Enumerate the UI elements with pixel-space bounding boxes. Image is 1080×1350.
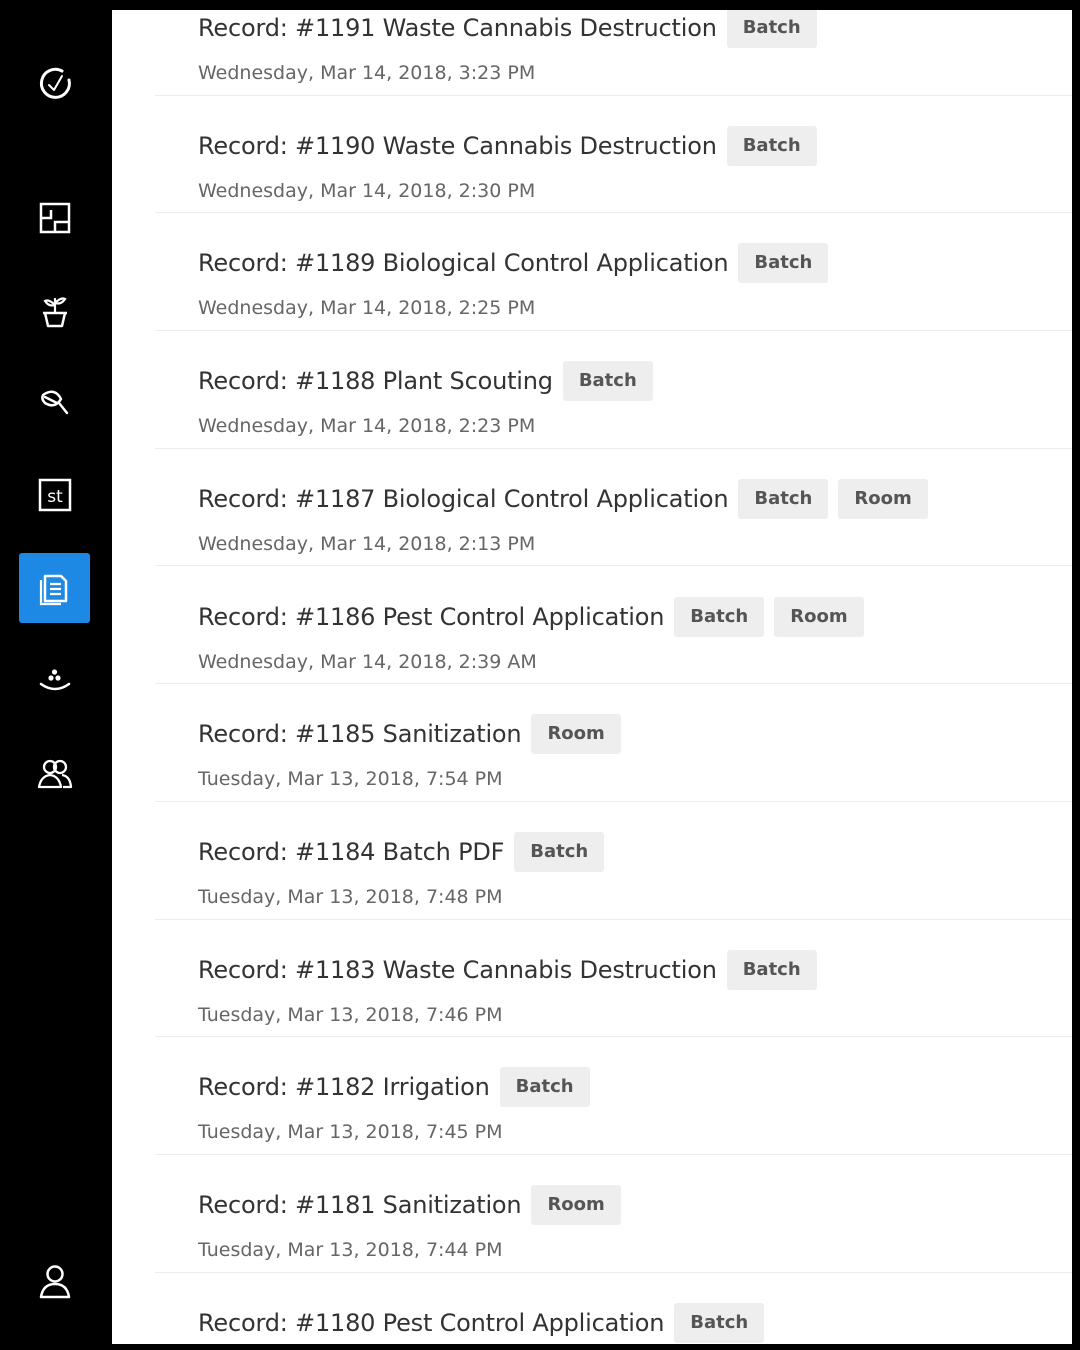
check-circle-icon — [35, 63, 75, 103]
record-item[interactable] — [155, 449, 1072, 567]
record-tag-room: Room — [838, 479, 927, 519]
record-item[interactable] — [155, 1273, 1072, 1344]
record-date: Tuesday, Mar 13, 2018, 7:54 PM — [198, 768, 503, 791]
record-title[interactable]: Record: #1191 Waste Cannabis Destruction — [198, 14, 717, 42]
record-date: Wednesday, Mar 14, 2018, 2:23 PM — [198, 415, 536, 438]
record-title[interactable]: Record: #1188 Plant Scouting — [198, 367, 553, 396]
nav-plants[interactable] — [19, 276, 90, 346]
nav-records[interactable] — [19, 553, 90, 623]
record-date: Wednesday, Mar 14, 2018, 2:39 AM — [198, 650, 537, 673]
records-panel — [112, 10, 1072, 1344]
nav-inspect[interactable] — [19, 368, 90, 438]
svg-text:st: st — [46, 487, 63, 507]
record-item[interactable] — [155, 10, 1072, 96]
record-title[interactable]: Record: #1183 Waste Cannabis Destruction — [198, 955, 717, 984]
record-title[interactable]: Record: #1185 Sanitization — [198, 720, 522, 749]
record-tag-batch: Batch — [674, 1303, 764, 1343]
nav-team[interactable] — [19, 738, 90, 808]
record-title-row — [198, 832, 604, 872]
record-date: Wednesday, Mar 14, 2018, 2:25 PM — [198, 297, 536, 320]
record-item[interactable] — [155, 920, 1072, 1038]
record-title[interactable]: Record: #1182 Irrigation — [198, 1073, 490, 1102]
record-title-row — [198, 10, 817, 48]
leaf-search-icon — [35, 383, 75, 423]
record-title-row — [198, 1185, 621, 1225]
record-title-row — [198, 714, 621, 754]
record-item[interactable] — [155, 1155, 1072, 1273]
record-item[interactable] — [155, 684, 1072, 802]
record-tag-batch: Batch — [738, 479, 828, 519]
nav-strains[interactable] — [19, 460, 90, 530]
record-tag-room: Room — [531, 1185, 620, 1225]
record-title[interactable]: Record: #1181 Sanitization — [198, 1191, 522, 1219]
record-tag-batch: Batch — [738, 243, 828, 283]
record-title-row — [198, 126, 817, 166]
floor-plan-icon — [35, 198, 75, 238]
potted-plant-icon — [35, 291, 75, 331]
record-tag-batch: Batch — [727, 126, 817, 166]
record-tag-batch: Batch — [674, 597, 764, 637]
st-box-icon — [35, 475, 75, 515]
record-title[interactable]: Record: #1184 Batch PDF — [198, 837, 505, 866]
record-item[interactable] — [155, 802, 1072, 920]
record-item[interactable] — [155, 1037, 1072, 1155]
record-tag-room: Room — [531, 714, 620, 754]
record-tag-room: Room — [774, 597, 863, 637]
record-title-row — [198, 1067, 590, 1107]
nav-harvest[interactable] — [19, 645, 90, 715]
record-date: Wednesday, Mar 14, 2018, 3:23 PM — [198, 62, 536, 84]
user-icon — [35, 1261, 75, 1301]
record-tag-batch: Batch — [727, 10, 817, 48]
record-title-row — [198, 243, 828, 283]
record-date: Tuesday, Mar 13, 2018, 7:46 PM — [198, 1003, 503, 1026]
record-title-row — [198, 1303, 764, 1343]
record-title[interactable]: Record: #1187 Biological Control Application — [198, 484, 729, 513]
record-title[interactable]: Record: #1186 Pest Control Application — [198, 602, 665, 631]
record-title[interactable]: Record: #1180 Pest Control Application — [198, 1308, 665, 1337]
record-date: Tuesday, Mar 13, 2018, 7:44 PM — [198, 1239, 503, 1261]
record-item[interactable] — [155, 567, 1072, 685]
record-title-row — [198, 597, 864, 637]
record-tag-batch: Batch — [563, 361, 653, 401]
record-title[interactable]: Record: #1190 Waste Cannabis Destruction — [198, 131, 717, 160]
nav-account[interactable] — [19, 1246, 90, 1316]
record-tag-batch: Batch — [500, 1067, 590, 1107]
record-item[interactable] — [155, 213, 1072, 331]
record-title-row — [198, 479, 928, 519]
record-title[interactable]: Record: #1189 Biological Control Application — [198, 249, 729, 278]
document-icon — [35, 568, 75, 608]
dashboard-logo[interactable] — [19, 48, 90, 118]
seeds-hand-icon — [35, 660, 75, 700]
record-tag-batch: Batch — [727, 950, 817, 990]
record-date: Tuesday, Mar 13, 2018, 7:48 PM — [198, 885, 503, 908]
record-date: Tuesday, Mar 13, 2018, 7:45 PM — [198, 1121, 503, 1144]
sidebar — [0, 0, 112, 1350]
users-icon — [35, 753, 75, 793]
record-item[interactable] — [155, 331, 1072, 449]
nav-layout[interactable] — [19, 183, 90, 253]
record-title-row — [198, 361, 653, 401]
record-title-row — [198, 950, 817, 990]
record-date: Wednesday, Mar 14, 2018, 2:30 PM — [198, 179, 536, 202]
record-tag-batch: Batch — [514, 832, 604, 872]
record-date: Wednesday, Mar 14, 2018, 2:13 PM — [198, 532, 536, 555]
record-item[interactable] — [155, 96, 1072, 214]
